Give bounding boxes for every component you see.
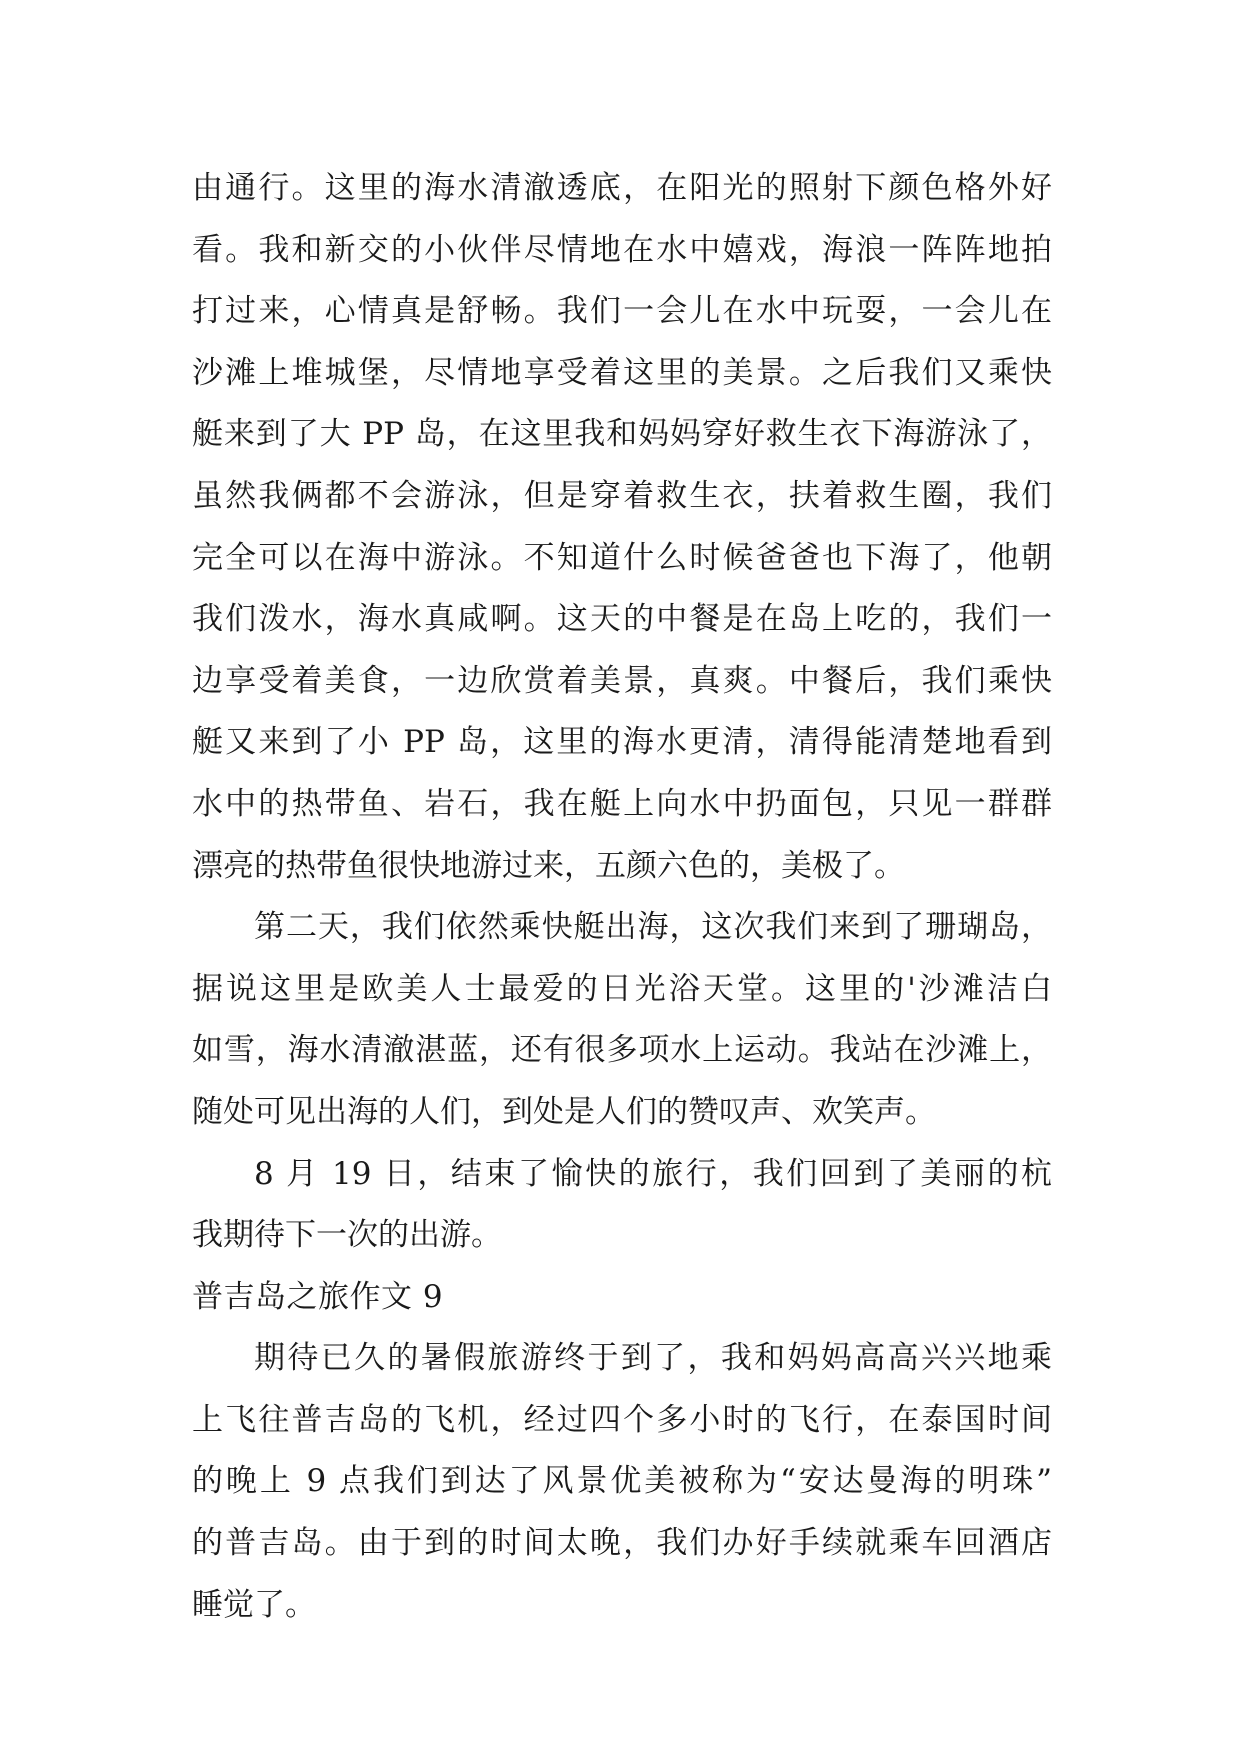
text-line: 据说这里是欧美人士最爱的日光浴天堂。这里的'沙滩洁白 bbox=[192, 970, 1052, 1007]
text-line: 艇又来到了小 PP 岛，这里的海水更清，清得能清楚地看到 bbox=[192, 724, 1052, 761]
text-line: 的晚上 9 点我们到达了风景优美被称为“安达曼海的明珠” bbox=[192, 1463, 1052, 1500]
paragraph-essay-9-intro bbox=[192, 1328, 1052, 1636]
text-line: 漂亮的热带鱼很快地游过来，五颜六色的，美极了。 bbox=[192, 847, 905, 884]
text-line: 如雪，海水清澈湛蓝，还有很多项水上运动。我站在沙滩上， bbox=[192, 1032, 1052, 1069]
text-line: 期待已久的暑假旅游终于到了，我和妈妈高高兴兴地乘 bbox=[254, 1340, 1052, 1377]
text-line: 我们泼水，海水真咸啊。这天的中餐是在岛上吃的，我们一 bbox=[192, 601, 1052, 638]
text-line: 我期待下一次的出游。 bbox=[192, 1217, 502, 1254]
text-line: 虽然我俩都不会游泳，但是穿着救生衣，扶着救生圈，我们 bbox=[192, 477, 1052, 514]
text-line: 水中的热带鱼、岩石，我在艇上向水中扔面包，只见一群群 bbox=[192, 785, 1052, 822]
text-line: 完全可以在海中游泳。不知道什么时候爸爸也下海了，他朝 bbox=[192, 539, 1052, 576]
paragraph-return-trip bbox=[192, 1144, 1052, 1267]
text-line: 8 月 19 日，结束了愉快的旅行，我们回到了美丽的杭 bbox=[254, 1155, 1052, 1192]
text-line: 由通行。这里的海水清澈透底，在阳光的照射下颜色格外好 bbox=[192, 170, 1052, 206]
text-line: 上飞往普吉岛的飞机，经过四个多小时的飞行，在泰国时间 bbox=[192, 1401, 1052, 1438]
section-title: 普吉岛之旅作文 9 bbox=[192, 1278, 444, 1315]
text-line: 随处可见出海的人们，到处是人们的赞叹声、欢笑声。 bbox=[192, 1093, 936, 1130]
text-line: 第二天，我们依然乘快艇出海，这次我们来到了珊瑚岛， bbox=[254, 909, 1052, 946]
document-body bbox=[192, 158, 1052, 1636]
paragraph-continued bbox=[192, 158, 1052, 897]
paragraph-second-day bbox=[192, 897, 1052, 1143]
text-line: 沙滩上堆城堡，尽情地享受着这里的美景。之后我们又乘快 bbox=[192, 354, 1052, 391]
text-line: 的普吉岛。由于到的时间太晚，我们办好手续就乘车回酒店 bbox=[192, 1525, 1052, 1562]
text-line: 打过来，心情真是舒畅。我们一会儿在水中玩耍，一会儿在 bbox=[192, 293, 1052, 330]
text-line: 看。我和新交的小伙伴尽情地在水中嬉戏，海浪一阵阵地拍 bbox=[192, 231, 1052, 268]
text-line: 边享受着美食，一边欣赏着美景，真爽。中餐后，我们乘快 bbox=[192, 662, 1052, 699]
text-line: 艇来到了大 PP 岛，在这里我和妈妈穿好救生衣下海游泳了， bbox=[192, 416, 1052, 453]
text-line: 睡觉了。 bbox=[192, 1586, 316, 1623]
